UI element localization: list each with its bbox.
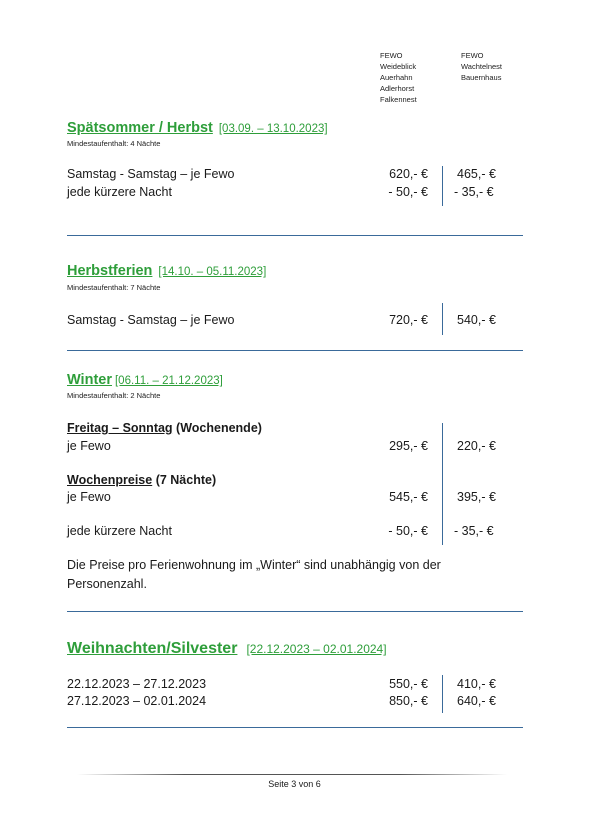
section-title-winter — [67, 372, 223, 388]
price-wachtelnest-group: 220,- € — [457, 439, 496, 453]
price-wachtelnest-group: 395,- € — [457, 490, 496, 504]
section-title-text: Winter — [67, 372, 112, 388]
weekly-heading-suffix: (7 Nächte) — [152, 473, 217, 487]
section-title-text: Herbstferien — [67, 263, 153, 279]
price-wachtelnest-group: 640,- € — [457, 694, 496, 708]
page-number: Seite 3 von 6 — [268, 779, 321, 789]
weekend-heading-main: Freitag – Sonntag — [67, 421, 173, 435]
price-wachtelnest-group: - 35,- € — [454, 524, 494, 538]
price-weideblick-group: - 50,- € — [388, 185, 428, 199]
price-row-label: 27.12.2023 – 02.01.2024 — [67, 694, 207, 708]
price-weideblick-group: 295,- € — [389, 439, 428, 453]
section-divider — [67, 727, 523, 728]
price-weideblick-group: - 50,- € — [388, 524, 428, 538]
price-row-label: 22.12.2023 – 27.12.2023 — [67, 677, 207, 691]
column-divider — [442, 423, 443, 545]
winter-price-note: Die Preise pro Ferienwohnung im „Winter“ sind unabhängig von der Personenzahl. — [67, 558, 441, 591]
price-weideblick-group: 720,- € — [389, 313, 428, 327]
price-weideblick-group: 545,- € — [389, 490, 428, 504]
section-dates: [06.11. – 21.12.2023] — [114, 375, 223, 387]
section-title-text: Weihnachten/Silvester — [67, 640, 238, 657]
footer-rule — [77, 774, 507, 775]
column-divider — [442, 166, 443, 206]
section-divider — [67, 611, 523, 612]
min-stay-note: Mindestaufenthalt: 4 Nächte — [67, 139, 161, 148]
price-row-label: je Fewo — [67, 490, 111, 504]
price-weideblick-group: 850,- € — [389, 694, 428, 708]
price-weideblick-group: 620,- € — [389, 167, 428, 181]
section-dates: [03.09. – 13.10.2023] — [218, 123, 328, 135]
price-row-label: Samstag - Samstag – je Fewo — [67, 167, 235, 181]
price-row-label: Samstag - Samstag – je Fewo — [67, 313, 235, 327]
column-divider — [442, 675, 443, 713]
column-divider — [442, 303, 443, 335]
price-wachtelnest-group: - 35,- € — [454, 185, 494, 199]
price-weideblick-group: 550,- € — [389, 677, 428, 691]
price-wachtelnest-group: 465,- € — [457, 167, 496, 181]
min-stay-note: Mindestaufenthalt: 7 Nächte — [67, 283, 161, 292]
price-wachtelnest-group: 410,- € — [457, 677, 496, 691]
section-title-spaetsommer — [67, 120, 328, 136]
weekly-heading-main: Wochenpreise — [67, 473, 153, 487]
section-title-weihnachten — [67, 640, 387, 658]
price-row-label: jede kürzere Nacht — [67, 524, 172, 538]
section-title-text: Spätsommer / Herbst — [67, 120, 213, 136]
section-divider — [67, 350, 523, 351]
column-header-weideblick-group: FEWO Weideblick Auerhahn Adlerhorst Falkennest — [380, 51, 417, 104]
weekend-heading — [67, 419, 262, 437]
min-stay-note: Mindestaufenthalt: 2 Nächte — [67, 391, 161, 400]
weekly-heading — [67, 471, 216, 489]
weekend-heading-suffix: (Wochenende) — [172, 421, 262, 435]
section-title-herbstferien — [67, 263, 266, 279]
section-dates: [22.12.2023 – 02.01.2024] — [246, 642, 387, 656]
section-divider — [67, 235, 523, 236]
price-row-label: je Fewo — [67, 439, 111, 453]
section-dates: [14.10. – 05.11.2023] — [158, 266, 267, 278]
price-wachtelnest-group: 540,- € — [457, 313, 496, 327]
column-header-wachtelnest-group: FEWO Wachtelnest Bauernhaus — [461, 51, 502, 82]
price-row-label: jede kürzere Nacht — [67, 185, 172, 199]
